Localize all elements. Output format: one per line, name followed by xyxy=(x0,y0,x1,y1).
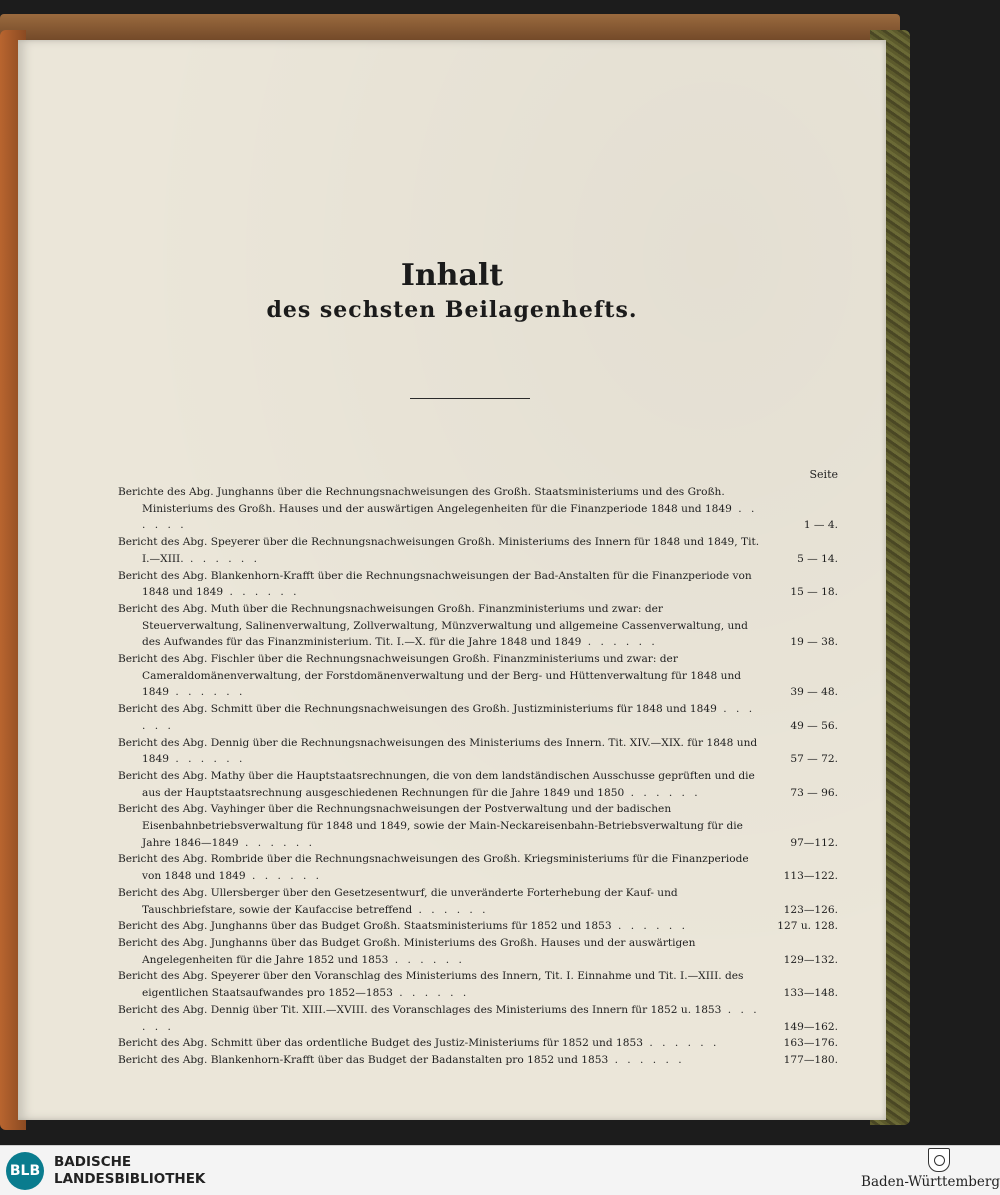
table-of-contents xyxy=(118,484,838,1069)
toc-entry-text: Bericht des Abg. Vayhinger über die Rechnungsnachweisungen der Postverwaltung und der badischen Eisenbahnbetriebsverwaltung für 1848 und 1849, sowie der Main-Neckareisenbahn-Betriebsverwaltung für die Jahre 1846—1849 . . . . . . xyxy=(118,803,743,849)
toc-entry xyxy=(118,1002,838,1035)
toc-entry-page: 149—162. xyxy=(783,1020,838,1033)
state-name: Baden-Württemberg xyxy=(861,1174,1000,1190)
leader-dots: . . . . . . xyxy=(392,987,470,1000)
library-name-line1: BADISCHE xyxy=(54,1154,132,1170)
toc-entry-page: 73 — 96. xyxy=(790,786,838,799)
toc-entry xyxy=(118,968,838,1001)
toc-entry-page: 129—132. xyxy=(783,953,838,966)
blb-logo-icon[interactable]: BLB xyxy=(6,1152,44,1190)
toc-entry-text: Bericht des Abg. Schmitt über die Rechnungsnachweisungen des Großh. Justizministeriums für 1848 und 1849 . . . . . . xyxy=(118,703,756,732)
toc-entry-text: Bericht des Abg. Rombride über die Rechnungsnachweisungen des Großh. Kriegsministeriums für die Finanzperiode von 1848 und 1849 . . . . . . xyxy=(118,853,749,883)
toc-entry xyxy=(118,735,838,768)
toc-entry xyxy=(118,1052,838,1069)
toc-entry-page: 39 — 48. xyxy=(790,686,838,699)
toc-entry-page: 163—176. xyxy=(783,1037,838,1050)
page-subtitle: des sechsten Beilagenhefts. xyxy=(266,297,638,323)
toc-entry xyxy=(118,568,838,601)
toc-entry xyxy=(118,801,838,851)
toc-entry-text: Bericht des Abg. Mathy über die Hauptstaatsrechnungen, die von dem landständischen Ausschusse geprüften und die aus der Hauptstaatsrechnung ausgeschiedenen Rechnungen für die Jahre 1849 und 1850 . . . . . . xyxy=(118,769,755,799)
toc-entry-page: 19 — 38. xyxy=(790,636,838,649)
leader-dots: . . . . . . xyxy=(611,920,689,933)
leader-dots: . . . . . . xyxy=(388,953,465,966)
toc-entry-text: Bericht des Abg. Junghanns über das Budget Großh. Ministeriums des Großh. Hauses und der auswärtigen Angelegenheiten für die Jahre 1852 und 1853 . . . . . . xyxy=(118,936,696,966)
page-title: Inhalt xyxy=(400,258,504,293)
library-name-line2: LANDESBIBLIOTHEK xyxy=(54,1171,206,1187)
toc-entry xyxy=(118,701,838,734)
toc-entry-text: Bericht des Abg. Blankenhorn-Krafft über die Rechnungsnachweisungen der Bad-Anstalten für die Finanzperiode von 1848 und 1849 . . . . . . xyxy=(118,569,752,599)
toc-entry-page: 113—122. xyxy=(783,870,838,883)
toc-entry-page: 177—180. xyxy=(783,1053,838,1066)
toc-entry-text: Bericht des Abg. Ullersberger über den Gesetzesentwurf, die unveränderte Forterhebung der Kauf- und Tauschbriefstare, sowie der Kaufaccise betreffend . . . . . . xyxy=(118,886,678,916)
toc-entry xyxy=(118,651,838,701)
toc-entry-page: 1 — 4. xyxy=(803,519,838,532)
page-column-header: Seite xyxy=(809,468,838,481)
leader-dots: . . . . . . xyxy=(238,836,316,849)
toc-entry-text: Bericht des Abg. Fischler über die Rechnungsnachweisungen Großh. Finanzministeriums und zwar: der Cameraldomänenverwaltung, der Forstdomänenverwaltung und der Berg- und Hüttenverwaltung für 1848 und 1849 . . . . . . xyxy=(118,653,742,699)
book-page xyxy=(18,40,886,1120)
toc-entry xyxy=(118,935,838,968)
leader-dots: . . . . . . xyxy=(142,502,758,532)
toc-entry-page: 57 — 72. xyxy=(790,753,838,766)
leader-dots: . . . . . . xyxy=(245,870,323,883)
leader-dots: . . . . . . xyxy=(183,552,261,565)
toc-entry-text: Bericht des Abg. Blankenhorn-Krafft über das Budget der Badanstalten pro 1852 und 1853 . . . . . . xyxy=(118,1053,685,1066)
toc-entry-text: Bericht des Abg. Dennig über die Rechnungsnachweisungen des Ministeriums des Innern. Tit. XIV.—XIX. für 1848 und 1849 . . . . . . xyxy=(118,736,758,766)
leader-dots: . . . . . . xyxy=(142,1003,760,1033)
toc-entry-page: 5 — 14. xyxy=(797,552,838,565)
toc-entry-page: 133—148. xyxy=(783,987,838,1000)
leader-dots: . . . . . . xyxy=(168,686,246,699)
toc-entry-text: Bericht des Abg. Schmitt über das ordentliche Budget des Justiz-Ministeriums für 1852 und 1853 . . . . . . xyxy=(118,1037,720,1050)
toc-entry xyxy=(118,768,838,801)
toc-entry-page: 97—112. xyxy=(790,836,838,849)
toc-entry xyxy=(118,851,838,884)
toc-entry-page: 123—126. xyxy=(783,903,838,916)
divider-rule xyxy=(410,398,530,399)
leader-dots: . . . . . . xyxy=(624,786,701,799)
toc-entry-page: 127 u. 128. xyxy=(777,920,838,933)
toc-entry-text: Bericht des Abg. Dennig über Tit. XIII.—XVIII. des Voranschlages des Ministeriums des Innern für 1852 u. 1853 . . . . . . xyxy=(118,1003,760,1033)
toc-entry-page: 15 — 18. xyxy=(790,586,838,599)
leader-dots: . . . . . . xyxy=(223,586,300,599)
toc-entry xyxy=(118,918,838,935)
toc-entry xyxy=(118,601,838,651)
library-name[interactable] xyxy=(54,1154,205,1188)
toc-entry xyxy=(118,534,838,567)
toc-entry-text: Bericht des Abg. Muth über die Rechnungsnachweisungen Großh. Finanzministeriums und zwar: der Steuerverwaltung, Salinenverwaltung, Zollverwaltung, Münzverwaltung und allgemeine Cassenverwaltung, und des Aufwandes für das Finanzministerium. Tit. I.—X. für die Jahre 1848 und 1849 . . . . . . xyxy=(118,602,748,649)
leader-dots: . . . . . . xyxy=(643,1037,720,1050)
toc-entry xyxy=(118,885,838,918)
toc-entry-text: Berichte des Abg. Junghanns über die Rechnungsnachweisungen des Großh. Staatsministeriums und des Großh. Ministeriums des Großh. Hauses und der auswärtigen Angelegenheiten für die Finanzperiode 1848 und 1849 . . . . . . xyxy=(118,486,758,532)
toc-entry-text: Bericht des Abg. Speyerer über die Rechnungsnachweisungen Großh. Ministeriums des Innern für 1848 und 1849, Tit. I.—XIII. . . . . . . xyxy=(118,536,760,565)
coat-of-arms-icon xyxy=(928,1148,950,1172)
toc-entry-text: Bericht des Abg. Speyerer über den Voranschlag des Ministeriums des Innern, Tit. I. Einnahme und Tit. I.—XIII. des eigentlichen Staatsaufwandes pro 1852—1853 . . . . . . xyxy=(118,970,744,1000)
leader-dots: . . . . . . xyxy=(168,753,246,766)
toc-entry xyxy=(118,1035,838,1052)
footer-bar xyxy=(0,1145,1000,1195)
leader-dots: . . . . . . xyxy=(581,636,658,649)
leader-dots: . . . . . . xyxy=(412,903,489,916)
leader-dots: . . . . . . xyxy=(608,1053,685,1066)
toc-entry xyxy=(118,484,838,534)
toc-entry-page: 49 — 56. xyxy=(790,719,838,732)
toc-entry-text: Bericht des Abg. Junghanns über das Budget Großh. Staatsministeriums für 1852 und 1853 . . . . . . xyxy=(118,920,689,933)
leader-dots: . . . . . . xyxy=(142,703,756,732)
